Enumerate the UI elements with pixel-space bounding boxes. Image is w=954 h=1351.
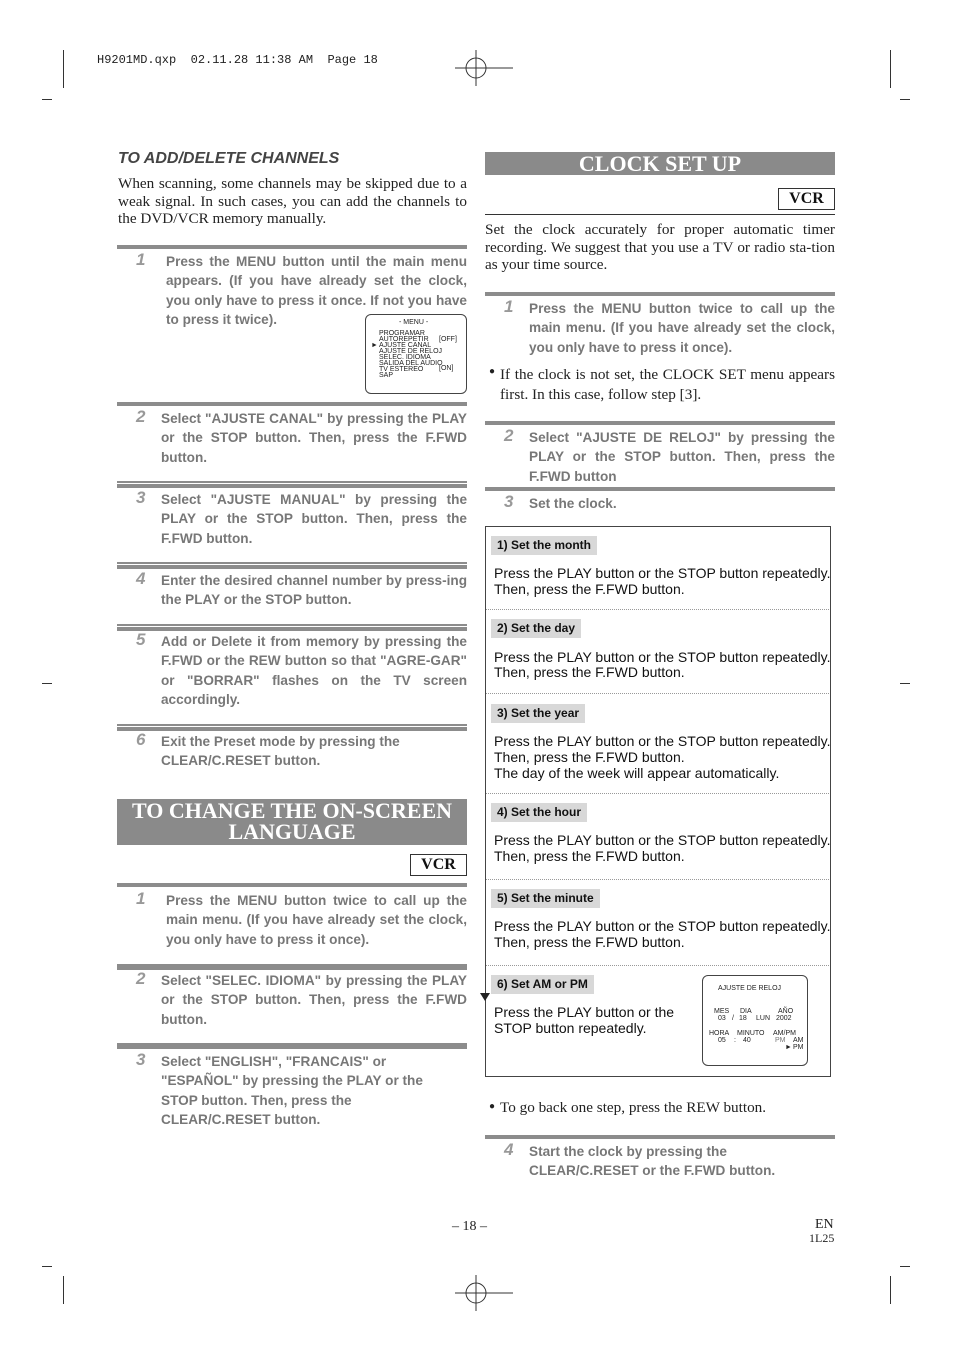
clock-osd-label: MES [714, 1008, 730, 1015]
step-number: 6 [136, 730, 146, 749]
step-text: Select "AJUSTE CANAL" by pressing the PLAY or the STOP button. Then, press the F.FWD button. [161, 411, 467, 465]
menu-osd [365, 314, 467, 394]
substep-divider [486, 793, 829, 794]
step-number: 4 [504, 1140, 514, 1159]
step-text: Select "AJUSTE MANUAL" by pressing the PLAY or the STOP button. Then, press the F.FWD button. [161, 492, 467, 546]
language-title [117, 799, 467, 845]
crop-mark [63, 50, 64, 88]
menu-osd-value: [ON] [439, 365, 454, 372]
step-rule [485, 292, 835, 296]
step-number: 4 [136, 569, 146, 588]
step-rule [117, 481, 467, 483]
step-text: Select "AJUSTE DE RELOJ" by pressing the PLAY or the STOP button. Then, press the F.FWD button [529, 430, 835, 484]
step-text: Exit the Preset mode by pressing the CLEAR/C.RESET button. [161, 734, 400, 769]
bullet-note: ● [489, 1101, 496, 1112]
clock-osd-value: 03 [718, 1015, 726, 1022]
substep-divider [486, 609, 829, 610]
substep-text: The day of the week will appear automatically. [494, 765, 780, 781]
step-number: 1 [504, 297, 514, 316]
substep-label: 5) Set the minute [491, 889, 600, 908]
clock-osd-value: PM [775, 1037, 786, 1044]
crop-mark [890, 1276, 891, 1304]
clock-osd-value: 2002 [776, 1015, 792, 1022]
substep-text: Press the PLAY button or the STOP button repeatedly. [494, 918, 831, 934]
step-text: Start the clock by pressing the CLEAR/C.RESET or the F.FWD button. [529, 1144, 776, 1179]
step-rule [117, 624, 467, 626]
bullet-note: ● [489, 366, 496, 377]
step-rule [117, 627, 467, 631]
crop-mark [42, 1266, 52, 1267]
step-text: Add or Delete it from memory by pressing the F.FWD or the REW button so that "AGRE-GAR" or "BORRAR" flashes on the TV screen accordingly. [161, 634, 467, 707]
vcr-badge: VCR [778, 188, 835, 210]
step-number: 3 [136, 1050, 146, 1069]
step-number: 1 [136, 889, 146, 908]
registration-mark-bottom [455, 1275, 515, 1315]
substep-text: Then, press the F.FWD button. [494, 664, 685, 680]
crop-mark [42, 99, 52, 100]
step-rule [117, 402, 467, 406]
step-number: 5 [136, 630, 146, 649]
clock-osd-label: AÑO [778, 1008, 794, 1015]
substep-text: Then, press the F.FWD button. [494, 848, 685, 864]
substep-divider [486, 965, 829, 966]
substep-label: 6) Set AM or PM [491, 975, 594, 994]
substep-text: Press the PLAY button or the STOP button repeatedly. [494, 565, 831, 581]
crop-mark [890, 50, 891, 88]
substep-text: Press the PLAY button or the STOP button repeatedly. [494, 832, 831, 848]
step-rule [485, 421, 835, 425]
menu-osd-item: AUTOREPETIR [379, 336, 429, 343]
step-rule [117, 484, 467, 488]
step-rule [117, 883, 467, 887]
crop-mark [63, 1276, 64, 1304]
clock-osd-value: 05 [718, 1037, 726, 1044]
bullet-text: To go back one step, press the REW button. [500, 1099, 767, 1116]
clock-title: CLOCK SET UP [485, 152, 835, 175]
step-rule [117, 724, 467, 726]
clock-osd-value: : [734, 1037, 736, 1044]
step-rule [117, 562, 467, 564]
menu-osd-item: SELEC. IDIOMA [379, 354, 431, 361]
step-number: 3 [504, 492, 514, 511]
add-delete-title: TO ADD/DELETE CHANNELS [118, 150, 340, 167]
crop-mark [900, 1266, 910, 1267]
step-text: Press the MENU button twice to call up the main menu. (If you have already set the clock, you only have to press it once). [166, 893, 467, 947]
substep-text: Then, press the F.FWD button. [494, 749, 685, 765]
substep-label: 1) Set the month [491, 536, 597, 555]
clock-osd-label: DIA [740, 1008, 752, 1015]
menu-osd-item: SALIDA DEL AUDIO [379, 360, 443, 367]
clock-osd-value: 18 [739, 1015, 747, 1022]
substep-divider [486, 879, 829, 880]
side-tick [900, 683, 910, 684]
menu-osd-item: PROGRAMAR [379, 330, 425, 337]
step-rule [117, 966, 467, 970]
clock-osd-cursor: ► [785, 1044, 792, 1051]
step-rule [485, 1135, 835, 1139]
step-text: Set the clock. [529, 496, 617, 511]
substep-text: Then, press the F.FWD button. [494, 934, 685, 950]
step-number: 2 [136, 407, 146, 426]
clock-osd-label: HORA [709, 1030, 730, 1037]
clock-osd-value: PM [793, 1044, 804, 1051]
substep-text: Then, press the F.FWD button. [494, 581, 685, 597]
arrow-down-icon [479, 992, 491, 1002]
step-number: 2 [504, 426, 514, 445]
box-left-arrow-line [485, 526, 486, 997]
step-number: 2 [136, 969, 146, 988]
menu-osd-value: [OFF] [439, 336, 457, 343]
clock-osd-title: AJUSTE DE RELOJ [718, 985, 782, 992]
step-text: Select "SELEC. IDIOMA" by pressing the PLAY or the STOP button. Then, press the F.FWD button. [161, 973, 467, 1027]
step-rule [117, 727, 467, 731]
divider [485, 214, 835, 215]
menu-osd-item: AJUSTE CANAL [379, 342, 432, 349]
step-rule [117, 245, 467, 249]
slug-line: H9201MD.qxp 02.11.28 11:38 AM Page 18 [97, 53, 378, 67]
step-rule [117, 565, 467, 569]
substep-text: Press the PLAY button or the [494, 1004, 675, 1020]
clock-osd [702, 975, 808, 1066]
language-title-line1: TO CHANGE THE ON-SCREEN [131, 798, 453, 823]
menu-osd-item: AJUSTE DE RELOJ [379, 348, 443, 355]
step-text-content: Press the MENU button until the main menu appears. (If you have already set the clock, you only have to press it once. If not you have to press it twice). [166, 254, 467, 327]
menu-osd-title: - MENU - [399, 319, 429, 326]
page-number: – 18 – [452, 1219, 487, 1234]
crop-mark [900, 99, 910, 100]
substep-label: 4) Set the hour [491, 803, 587, 822]
substep-label: 2) Set the day [491, 619, 581, 638]
language-code: EN [815, 1217, 834, 1232]
substep-label: 3) Set the year [491, 704, 585, 723]
vcr-badge: VCR [410, 854, 467, 876]
model-code: 1L25 [809, 1231, 835, 1245]
menu-osd-item: SAP [379, 372, 394, 379]
bullet-text: If the clock is not set, the CLOCK SET menu appears first. In this case, follow step [3]. [500, 366, 835, 403]
substep-text: STOP button repeatedly. [494, 1020, 647, 1036]
language-title-line2: LANGUAGE [228, 819, 356, 844]
clock-osd-label: MINUTO [737, 1030, 765, 1037]
step-text: Select "ENGLISH", "FRANCAIS" or "ESPAÑOL" by pressing the PLAY or the STOP button. Then, press the CLEAR/C.RESET button. [161, 1054, 423, 1127]
clock-osd-label: AM/PM [773, 1030, 796, 1037]
clock-intro: Set the clock accurately for proper automatic timer recording. We suggest that you use a TV or radio sta-tion as your time source. [485, 221, 835, 274]
clock-osd-value: / [732, 1015, 734, 1022]
substep-divider [486, 693, 829, 694]
step-rule [117, 1045, 467, 1049]
step-number: 3 [136, 488, 146, 507]
step-rule [485, 487, 835, 491]
menu-osd-item: TV ESTEREO [379, 366, 424, 373]
menu-osd-cursor: ► [371, 342, 378, 349]
add-delete-intro: When scanning, some channels may be skipped due to a weak signal. In such cases, you can add the channels to the DVD/VCR memory manually. [118, 175, 467, 228]
substep-text: Press the PLAY button or the STOP button repeatedly. [494, 649, 831, 665]
clock-osd-value: LUN [756, 1015, 771, 1022]
step-text: Enter the desired channel number by press-ing the PLAY or the STOP button. [161, 573, 467, 608]
step-number: 1 [136, 250, 146, 269]
substep-text: Press the PLAY button or the STOP button repeatedly. [494, 733, 831, 749]
step-text: Press the MENU button twice to call up the main menu. (If you have already set the clock, you only have to press it once). [529, 301, 835, 355]
clock-osd-value: AM [793, 1037, 804, 1044]
clock-osd-value: 40 [743, 1037, 751, 1044]
registration-mark-top [455, 48, 515, 88]
side-tick [42, 683, 52, 684]
